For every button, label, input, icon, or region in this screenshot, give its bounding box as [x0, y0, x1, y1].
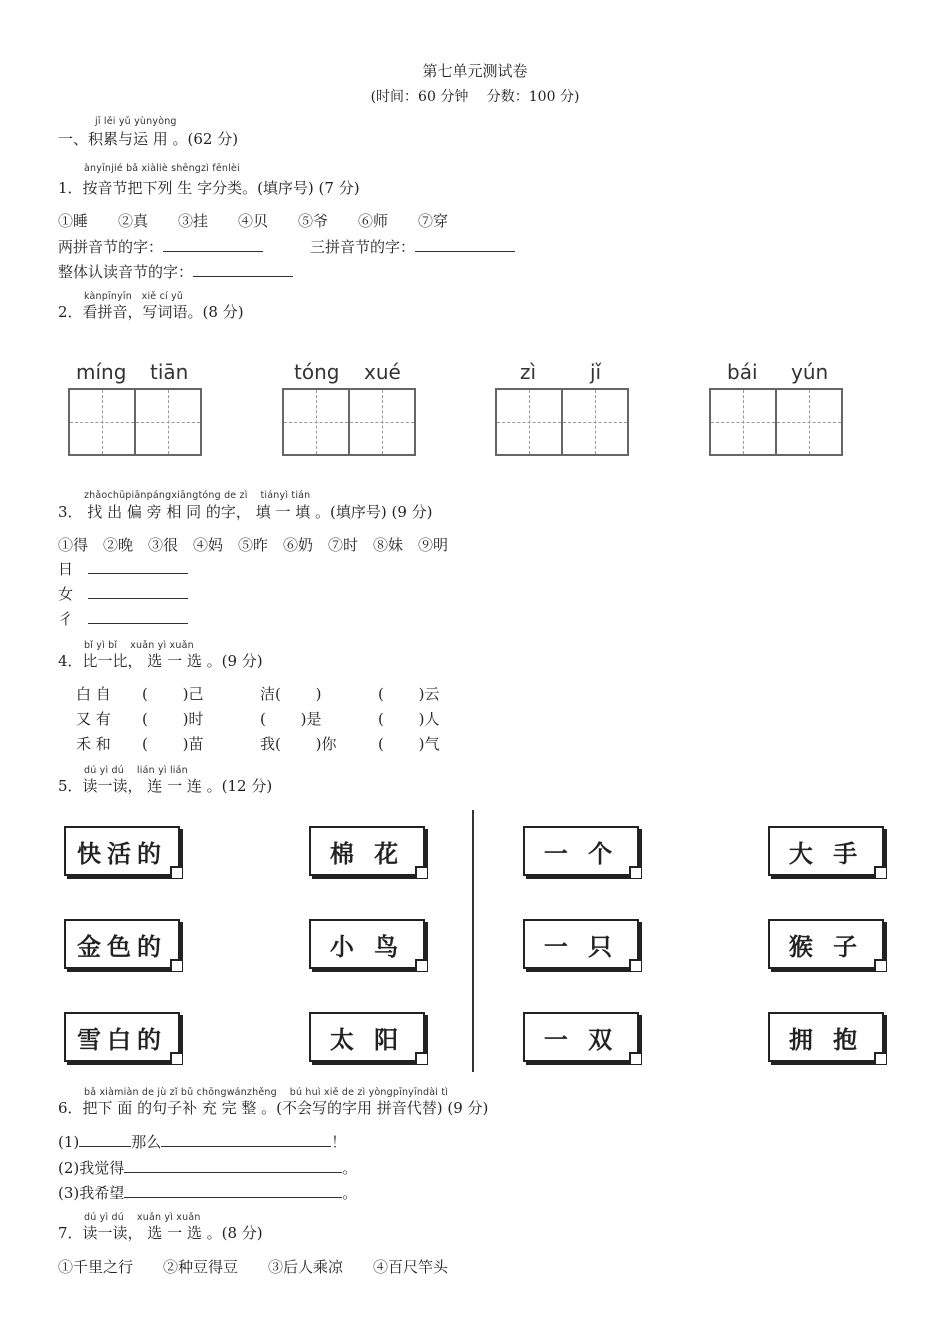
q5-pinyin: dú yì dú lián yì lián [84, 765, 188, 776]
q3-radical: 女 [58, 585, 74, 603]
q5-divider [472, 810, 474, 1072]
q1-two-label: 两拼音节的字： [58, 238, 164, 256]
grid-cell[interactable] [350, 390, 414, 454]
q4-blank-2-1[interactable]: ( )时 [142, 710, 204, 728]
q4-blank-3-2[interactable]: 我( )你 [260, 735, 337, 753]
q1-three-label: 三拼音节的字： [310, 238, 416, 256]
section1-pinyin: jī lěi yǔ yùnyòng [95, 116, 177, 127]
q6-s1-blank-2[interactable] [161, 1132, 331, 1147]
q2-pinyin: kànpīnyīn xiě cí yǔ [84, 291, 184, 302]
page-title: 第七单元测试卷 [422, 62, 528, 80]
q4-pair-3: 禾 和 [76, 735, 111, 753]
q1-three-syllable [310, 236, 515, 257]
q4-pair-1: 白 自 [76, 685, 111, 703]
q3-radical-row-3 [58, 608, 188, 629]
section1-heading: 一、积累与运 用 。(62 分) [58, 130, 239, 148]
q6-s1-number: (1) [58, 1133, 80, 1151]
q4-blank-1-1[interactable]: ( )己 [142, 685, 204, 703]
q3-heading: 3． 找 出 偏 旁 相 同 的字， 填 一 填 。(填序号) (9 分) [58, 503, 433, 521]
q4-blank-3-3[interactable]: ( )气 [378, 735, 440, 753]
q3-radical-row-1 [58, 558, 188, 579]
q2-word3-syllable2: jǐ [590, 360, 602, 384]
q2-writing-grid-1[interactable] [68, 388, 202, 456]
q7-options: ①千里之行 ②种豆得豆 ③后人乘凉 ④百尺竿头 [58, 1258, 449, 1276]
q5-card-object-2[interactable]: 猴 子 [768, 919, 884, 969]
q6-s3-end: 。 [342, 1184, 358, 1202]
q1-whole-blank[interactable] [193, 262, 293, 277]
q2-word3-syllable1: zì [520, 360, 537, 384]
q4-blank-3-1[interactable]: ( )苗 [142, 735, 204, 753]
q1-heading: 1．按音节把下列 生 字分类。(填序号) (7 分) [58, 179, 360, 197]
q1-whole-label: 整体认读音节的字： [58, 263, 194, 281]
q4-blank-1-2[interactable]: 洁( ) [260, 685, 322, 703]
q4-pair-2: 又 有 [76, 710, 111, 728]
grid-cell[interactable] [284, 390, 350, 454]
q2-word2-syllable2: xué [364, 360, 401, 384]
q6-pinyin: bǎ xiàmiàn de jù zǐ bǔ chōngwánzhěng bú huì xiě de zì yòngpīnyīndài tì [84, 1087, 449, 1098]
q3-pinyin: zhǎochūpiānpángxiāngtóng de zì tiányì tián [84, 490, 311, 501]
q3-blank-2[interactable] [88, 584, 188, 599]
q2-writing-grid-4[interactable] [709, 388, 843, 456]
q6-heading: 6．把下 面 的句子补 充 完 整 。(不会写的字用 拼音代替) (9 分) [58, 1099, 489, 1117]
q1-two-syllable [58, 236, 263, 257]
grid-cell[interactable] [563, 390, 627, 454]
grid-cell[interactable] [70, 390, 136, 454]
grid-cell[interactable] [497, 390, 563, 454]
q2-word4-syllable1: bái [727, 360, 758, 384]
q5-card-measure-1[interactable]: 一 个 [523, 826, 639, 876]
grid-cell[interactable] [777, 390, 841, 454]
q6-s2-start: (2)我觉得 [58, 1159, 125, 1177]
q5-card-noun-3[interactable]: 太 阳 [309, 1012, 425, 1062]
q6-s2-blank[interactable] [124, 1158, 342, 1173]
q4-pinyin: bǐ yì bǐ xuǎn yì xuǎn [84, 640, 194, 651]
q4-blank-2-2[interactable]: ( )是 [260, 710, 322, 728]
q6-s1-word: 那么 [131, 1133, 162, 1151]
q4-heading: 4．比一比， 选 一 选 。(9 分) [58, 652, 263, 670]
q2-word2-syllable1: tóng [294, 360, 340, 384]
q6-s2-end: 。 [342, 1159, 358, 1177]
q5-card-object-1[interactable]: 大 手 [768, 826, 884, 876]
q2-heading: 2．看拼音，写词语。(8 分) [58, 303, 244, 321]
q5-card-measure-3[interactable]: 一 双 [523, 1012, 639, 1062]
q2-writing-grid-2[interactable] [282, 388, 416, 456]
q2-word1-syllable2: tiān [150, 360, 189, 384]
q6-sentence-1 [58, 1131, 346, 1152]
q5-card-object-3[interactable]: 拥 抱 [768, 1012, 884, 1062]
q3-radical: 彳 [58, 610, 74, 628]
q6-s1-end: ！ [331, 1133, 347, 1151]
q3-radical: 日 [58, 560, 74, 578]
q3-radical-row-2 [58, 583, 188, 604]
q1-options: ①睡 ②真 ③挂 ④贝 ⑤爷 ⑥师 ⑦穿 [58, 212, 449, 230]
q2-word4-syllable2: yún [791, 360, 829, 384]
grid-cell[interactable] [136, 390, 200, 454]
q2-writing-grid-3[interactable] [495, 388, 629, 456]
q3-options: ①得 ②晚 ③很 ④妈 ⑤昨 ⑥奶 ⑦时 ⑧妹 ⑨明 [58, 536, 449, 554]
q5-card-noun-1[interactable]: 棉 花 [309, 826, 425, 876]
q3-blank-3[interactable] [88, 609, 188, 624]
grid-cell[interactable] [711, 390, 777, 454]
q5-card-adjective-1[interactable]: 快活的 [64, 826, 180, 876]
q4-blank-2-3[interactable]: ( )人 [378, 710, 440, 728]
q6-sentence-3 [58, 1182, 357, 1203]
q1-whole-syllable [58, 261, 293, 282]
q5-card-adjective-3[interactable]: 雪白的 [64, 1012, 180, 1062]
q5-card-adjective-2[interactable]: 金色的 [64, 919, 180, 969]
q6-s3-start: (3)我希望 [58, 1184, 125, 1202]
q6-s3-blank[interactable] [124, 1183, 342, 1198]
q5-card-measure-2[interactable]: 一 只 [523, 919, 639, 969]
q7-heading: 7．读一读， 选 一 选 。(8 分) [58, 1224, 263, 1242]
q5-heading: 5．读一读， 连 一 连 。(12 分) [58, 777, 273, 795]
q2-word1-syllable1: míng [76, 360, 127, 384]
q6-sentence-2 [58, 1157, 357, 1178]
q7-pinyin: dú yì dú xuǎn yì xuǎn [84, 1212, 201, 1223]
q6-s1-blank-1[interactable] [79, 1132, 131, 1147]
q1-pinyin: ànyīnjié bǎ xiàliè shēngzì fēnlèi [84, 163, 240, 174]
page-subtitle: (时间：60 分钟 分数：100 分) [370, 89, 580, 105]
q3-blank-1[interactable] [88, 559, 188, 574]
q1-two-blank[interactable] [163, 237, 263, 252]
q4-blank-1-3[interactable]: ( )云 [378, 685, 440, 703]
q1-three-blank[interactable] [415, 237, 515, 252]
q5-card-noun-2[interactable]: 小 鸟 [309, 919, 425, 969]
